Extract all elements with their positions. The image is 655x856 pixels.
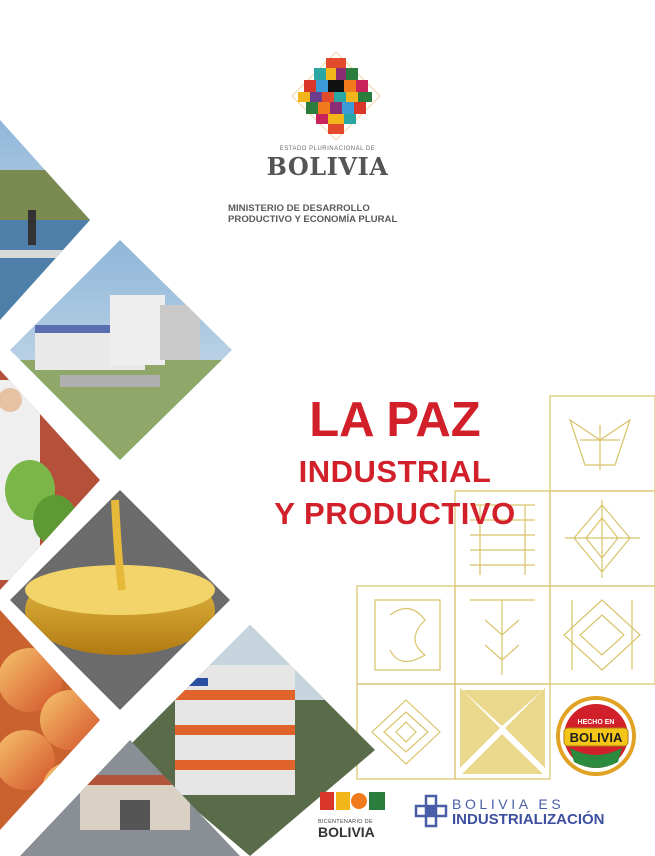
slogan-line-1: BOLIVIA ES (452, 796, 565, 812)
ministry-name (228, 203, 433, 225)
slogan-line-2: INDUSTRIALIZACIÓN (452, 811, 605, 828)
industrializacion-cross-icon (414, 794, 448, 828)
ministry-line-2: PRODUCTIVO Y ECONOMÍA PLURAL (228, 214, 398, 225)
title-line-2: INDUSTRIAL (298, 454, 492, 489)
title-line-1: LA PAZ (309, 393, 481, 447)
bolivia-emblem-logo (292, 52, 380, 140)
bicentenario-logo (318, 790, 398, 839)
bicentenario-name: BOLIVIA (318, 824, 375, 840)
bicentenario-label: BICENTENARIO DE (318, 819, 373, 825)
bicentenario-symbols-icon (318, 790, 388, 812)
badge-big-text: BOLIVIA (569, 730, 623, 745)
ministry-line-1: MINISTERIO DE DESARROLLO (228, 203, 370, 214)
title-line-3: Y PRODUCTIVO (274, 496, 516, 531)
hecho-en-bolivia-badge (556, 696, 636, 776)
state-label: ESTADO PLURINACIONAL DE (279, 146, 376, 152)
badge-small-text: HECHO EN (577, 719, 615, 726)
country-name: BOLIVIA (266, 152, 389, 181)
